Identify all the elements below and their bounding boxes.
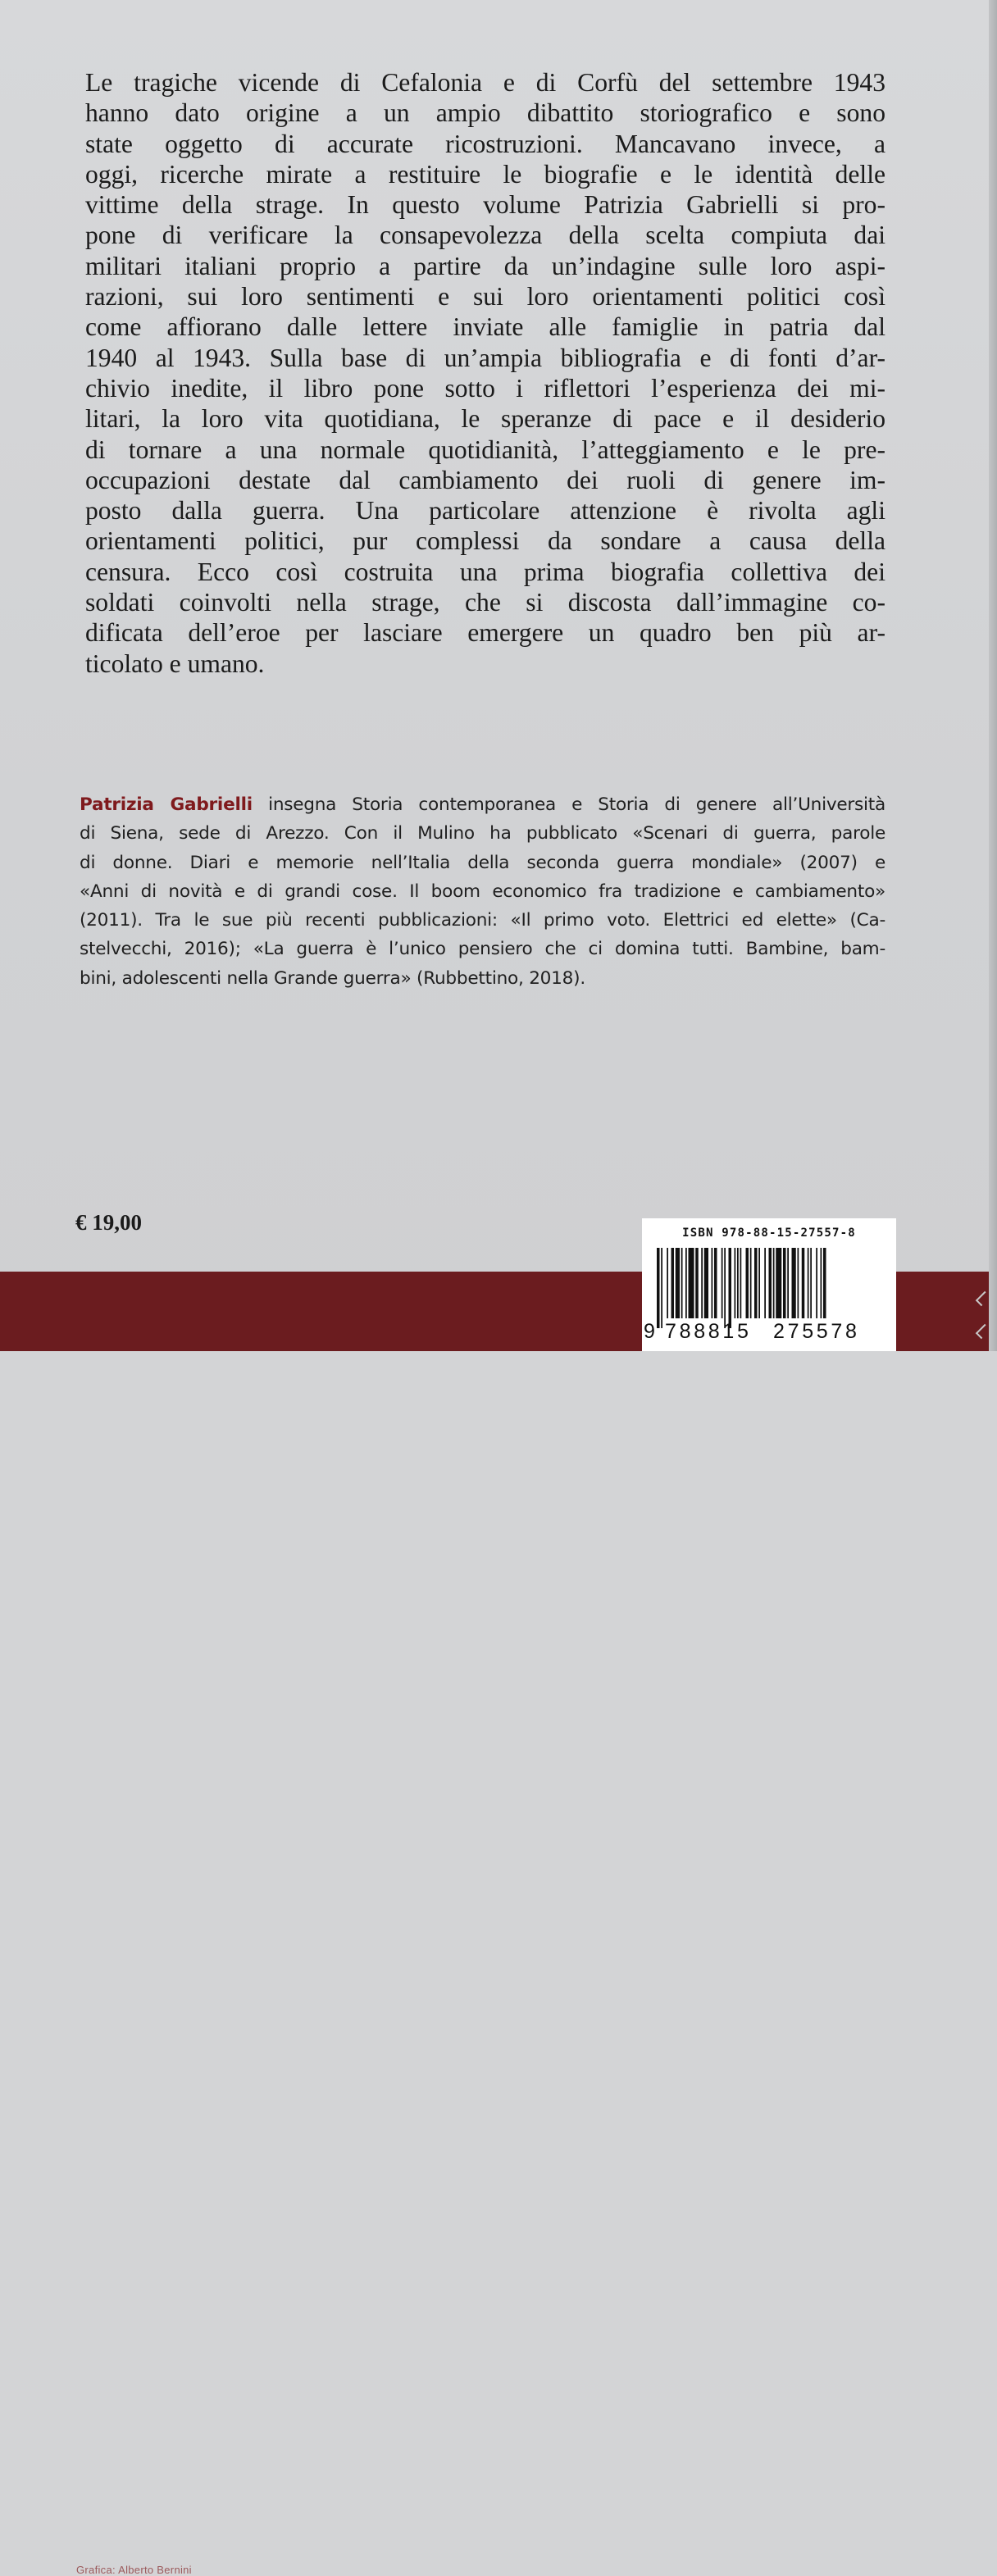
barcode-digit-first: 9 (644, 1320, 655, 1343)
barcode-digits-group-2: 275578 (773, 1320, 860, 1343)
barcode-bar (657, 1248, 660, 1328)
barcode-bar (729, 1248, 732, 1328)
barcode-bar (792, 1248, 796, 1318)
barcode-bar (783, 1248, 786, 1318)
barcode-bar (676, 1248, 680, 1318)
description-line: hanno dato origine a un ampio dibattito storiografico e sono (85, 98, 885, 128)
description-line: chivio inedite, il libro pone sotto i riflettori l’esperienza dei mi- (85, 373, 885, 403)
barcode-bar (810, 1248, 812, 1318)
bio-line (80, 790, 885, 819)
barcode-bar (821, 1248, 822, 1318)
description-line: Le tragiche vicende di Cefalonia e di Corfù del settembre 1943 (85, 68, 885, 97)
barcode-bar (689, 1248, 694, 1318)
barcode-bar (714, 1248, 717, 1318)
description-line: 1940 al 1943. Sulla base di un’ampia bibliografia e di fonti d’ar- (85, 343, 885, 372)
design-credit: Grafica: Alberto Bernini (76, 2564, 192, 2576)
barcode-bar (823, 1248, 826, 1318)
barcode-bar (776, 1248, 781, 1318)
description-line: occupazioni destate dal cambiamento dei ruoli di genere im- (85, 465, 885, 494)
barcode-bar (712, 1248, 713, 1318)
barcode-bar (695, 1248, 699, 1318)
author-bio (80, 790, 885, 993)
bio-line: di Siena, sede di Arezzo. Con il Mulino ha pubblicato «Scenari di guerra, parole (80, 823, 885, 844)
barcode-label (642, 1218, 896, 1351)
bio-line: di donne. Diari e memorie nell’Italia della seconda guerra mondiale» (2007) e (80, 852, 885, 873)
barcode-bar (681, 1248, 683, 1318)
barcode-bar (816, 1248, 817, 1318)
barcode-bar (722, 1248, 723, 1318)
barcode-bar (724, 1248, 726, 1328)
description-line: censura. Ecco così costruita una prima biografia collettiva dei (85, 557, 885, 586)
description-line: ticolato e umano. (85, 649, 265, 678)
barcode-bar (667, 1248, 668, 1318)
bio-line: bini, adolescenti nella Grande guerra» (Rubbettino, 2018). (80, 967, 585, 989)
isbn-text: ISBN 978-88-15-27557-8 (682, 1227, 856, 1240)
barcode-bar (746, 1248, 749, 1318)
price: € 19,00 (75, 1210, 142, 1235)
barcode-bar (671, 1248, 675, 1318)
barcode-bar (769, 1248, 772, 1318)
bio-first-line-text: insegna Storia contemporanea e Storia di genere all’Università (252, 794, 885, 815)
spine-edge (989, 0, 997, 1351)
description-line: state oggetto di accurate ricostruzioni. Mancavano invece, a (85, 129, 885, 158)
barcode-bar (758, 1248, 760, 1318)
barcode-bar (750, 1248, 752, 1318)
description-line: di tornare a una normale quotidianità, l’atteggiamento e le pre- (85, 435, 885, 464)
barcode (657, 1248, 880, 1328)
description-line: oggi, ricerche mirate a restituire le biografie e le identità delle (85, 159, 885, 189)
barcode-bar (737, 1248, 739, 1318)
bio-line: «Anni di novità e di grandi cose. Il boom economico fra tradizione e cambiamento» (80, 881, 885, 902)
bio-line: stelvecchi, 2016); «La guerra è l’unico pensiero che ci domina tutti. Bambine, bam- (80, 939, 885, 960)
description-line: pone di verificare la consapevolezza della scelta compiuta dai (85, 221, 885, 250)
author-name: Patrizia Gabrielli (80, 794, 253, 815)
description-line: soldati coinvolti nella strage, che si discosta dall’immagine co- (85, 588, 885, 617)
barcode-bar (798, 1248, 799, 1318)
barcode-bar (740, 1248, 742, 1318)
description-line: vittime della strage. In questo volume Patrizia Gabrielli si pro- (85, 190, 885, 220)
barcode-bar (808, 1248, 809, 1318)
description-line: razioni, sui loro sentimenti e sui loro orientamenti politici così (85, 282, 885, 312)
barcode-bar (773, 1248, 775, 1318)
book-description (85, 67, 885, 679)
description-line: litari, la loro vita quotidiana, le speranze di pace e il desiderio (85, 404, 885, 434)
barcode-bar (661, 1248, 662, 1328)
barcode-bar (704, 1248, 708, 1318)
barcode-bar (787, 1248, 789, 1318)
description-line: come affiorano dalle lettere inviate alle famiglie in patria dal (85, 312, 885, 342)
barcode-bar (701, 1248, 703, 1318)
barcode-bar (764, 1248, 766, 1318)
description-line: posto dalla guerra. Una particolare attenzione è rivolta agli (85, 496, 885, 526)
barcode-bar (735, 1248, 736, 1318)
barcode-bar (754, 1248, 758, 1318)
description-line: militari italiani proprio a partire da un’indagine sulle loro aspi- (85, 251, 885, 280)
description-line: orientamenti politici, pur complessi da sondare a causa della (85, 526, 885, 556)
barcode-digits-group-1: 788815 (665, 1320, 752, 1343)
barcode-bar (802, 1248, 805, 1318)
bio-line: (2011). Tra le sue più recenti pubblicazioni: «Il primo voto. Elettrici ed elette» (Ca- (80, 910, 885, 931)
barcode-bar (685, 1248, 687, 1318)
description-line: dificata dell’eroe per lasciare emergere un quadro ben più ar- (85, 618, 885, 648)
